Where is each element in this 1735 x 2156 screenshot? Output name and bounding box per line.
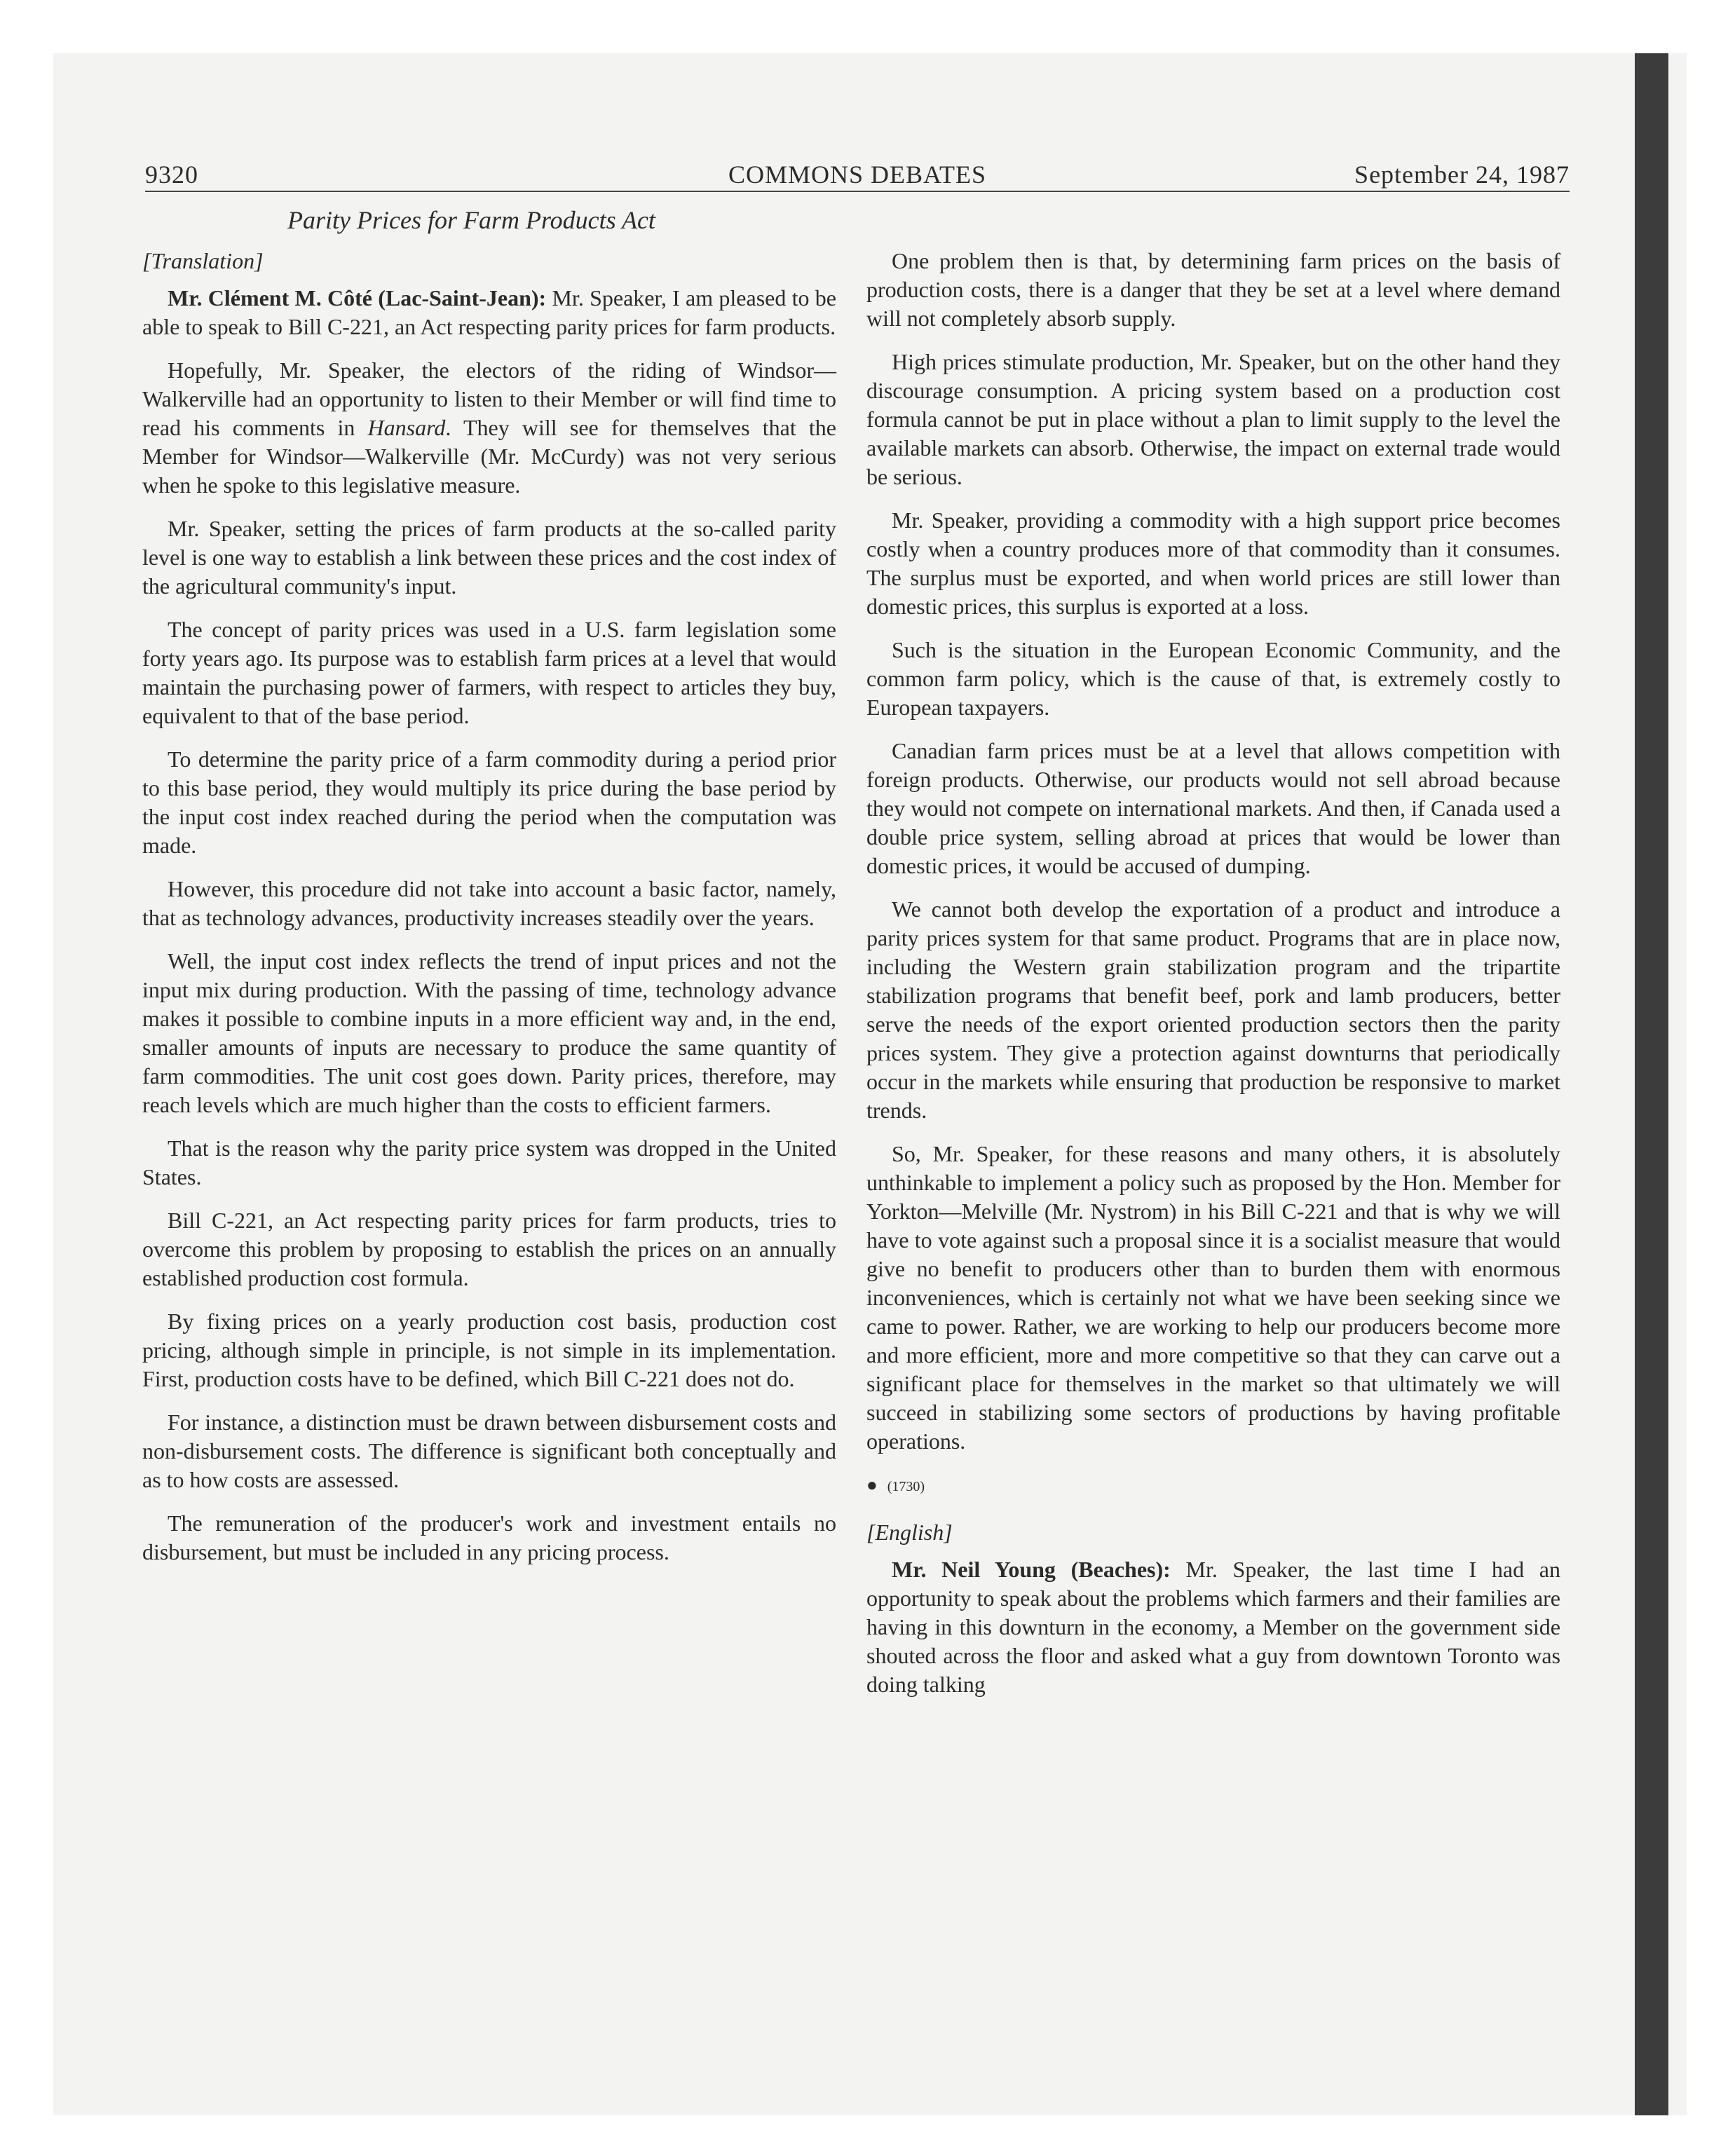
paragraph: We cannot both develop the exportation of a product and introduce a parity prices system for that same product. Programs that are in place now, including the Western grain stabilization program and the tripartite stabilization programs that benefit beef, pork and lamb producers, better serve the needs of the export oriented production sectors then the parity prices system. They give a protection against downturns that periodically occur in the markets while ensuring that production be responsive to market trends. (866, 896, 1560, 1123)
language-marker: [Translation] (142, 248, 264, 273)
speaker-name: Mr. Neil Young (Beaches): (892, 1557, 1171, 1582)
paragraph: Mr. Speaker, providing a commodity with a high support price becomes costly when a country produces more of that commodity than it consumes. The surplus must be exported, and when world prices are still lower than domestic prices, this surplus is exported at a loss. (866, 507, 1560, 619)
paragraph: For instance, a distinction must be drawn between disbursement costs and non-disbursement costs. The difference is significant both conceptually and as to how costs are assessed. (142, 1410, 836, 1492)
paragraph: Canadian farm prices must be at a level that allows competition with foreign products. Otherwise, our products would not sell abroad because they would not compete on international markets. And then, if Canada used a double price system, selling abroad at prices that would be lower than domestic prices, it would be accused of dumping. (866, 738, 1560, 878)
text-run: . They will see for themselves that the Member for Windsor—Walkerville (Mr. McCurdy) was not very serious when he spoke to this legislative measure. (142, 415, 837, 498)
paragraph: The remuneration of the producer's work and investment entails no disbursement, but must be included in any pricing process. (142, 1510, 836, 1564)
paragraph (142, 356, 836, 500)
paragraph: Bill C-221, an Act respecting parity prices for farm products, tries to overcome this problem by proposing to establish the prices on an annually established production cost formula. (142, 1208, 836, 1290)
page-number: 9320 (145, 161, 198, 189)
timestamp (866, 1471, 1560, 1501)
paragraph: So, Mr. Speaker, for these reasons and many others, it is absolutely unthinkable to implement a policy such as proposed by the Hon. Member for Yorkton—Melville (Mr. Nystrom) in his Bill C-221 and that is why we will have to vote against such a proposal since it is a socialist measure that would give no benefit to producers other than to burden them with enormous inconveniences, which is certainly not what we have been seeking since we came to power. Rather, we are working to help our producers become more and more efficient, more and more competitive so that they can carve out a significant place for themselves in the market so that ultimately we will succeed in stabilizing some sectors of productions by having profitable operations. (866, 1141, 1560, 1454)
paragraph: The concept of parity prices was used in a U.S. farm legislation some forty years ago. Its purpose was to establish farm prices at a level that would maintain the purchasing power of farmers, with respect to articles they buy, equivalent to that of the base period. (142, 617, 836, 728)
paragraph: However, this procedure did not take into account a basic factor, namely, that as technology advances, productivity increases steadily over the years. (142, 876, 836, 930)
publication-title: COMMONS DEBATES (728, 161, 987, 189)
left-column (142, 247, 836, 1581)
right-column (866, 247, 1560, 1714)
header-rule (145, 191, 1570, 192)
speech-text: Mr. Speaker, I am pleased to be able to speak to Bill C-221, an Act respecting parity prices for farm products. (142, 285, 837, 339)
paragraph: To determine the parity price of a farm commodity during a period prior to this base period, they would multiply its price during the base period by the input cost index reached during the period when the computation was made. (142, 746, 836, 858)
publication-date: September 24, 1987 (1354, 161, 1570, 189)
timestamp-text: (1730) (887, 1479, 925, 1494)
paragraph: That is the reason why the parity price system was dropped in the United States. (142, 1135, 836, 1189)
paragraph: Well, the input cost index reflects the trend of input prices and not the input mix during production. With the passing of time, technology advance makes it possible to combine inputs in a more efficient way and, in the end, smaller amounts of inputs are necessary to produce the same quantity of farm commodities. The unit cost goes down. Parity prices, therefore, may reach levels which are much higher than the costs to efficient farmers. (142, 948, 836, 1117)
hansard-italic: Hansard (367, 415, 446, 440)
section-title: Parity Prices for Farm Products Act (287, 206, 655, 234)
paragraph (142, 284, 836, 341)
speech-text: Mr. Speaker, the last time I had an opportunity to speak about the problems which farmers and their families are having in this downturn in the economy, a Member on the government side shouted across the floor and asked what a guy from downtown Toronto was doing talking (866, 1557, 1561, 1697)
bullet-icon: ● (866, 1475, 878, 1495)
text-run: Hopefully, Mr. Speaker, the electors of the riding of Windsor—Walkerville had an opportunity to listen to their Member or will find time to read his comments in (142, 357, 836, 440)
paragraph: High prices stimulate production, Mr. Speaker, but on the other hand they discourage consumption. A pricing system based on a production cost formula cannot be put in place without a plan to limit supply to the level the available markets can absorb. Otherwise, the impact on external trade would be serious. (866, 349, 1560, 489)
paragraph: Mr. Speaker, setting the prices of farm products at the so-called parity level is one way to establish a link between these prices and the cost index of the agricultural community's input. (142, 516, 836, 599)
paragraph: Such is the situation in the European Economic Community, and the common farm policy, which is the cause of that, is extremely costly to European taxpayers. (866, 637, 1560, 720)
page-edge-shadow (1635, 53, 1668, 2115)
paragraph (866, 1555, 1560, 1699)
page-header (145, 157, 1570, 192)
language-marker: [English] (866, 1520, 953, 1545)
paragraph: By fixing prices on a yearly production cost basis, production cost pricing, although simple in principle, is not simple in its implementation. First, production costs have to be defined, which Bill C-221 does not do. (142, 1309, 836, 1391)
speaker-name: Mr. Clément M. Côté (Lac-Saint-Jean): (168, 285, 547, 311)
paragraph: One problem then is that, by determining farm prices on the basis of production costs, there is a danger that they be set at a level where demand will not completely absorb supply. (866, 248, 1560, 331)
